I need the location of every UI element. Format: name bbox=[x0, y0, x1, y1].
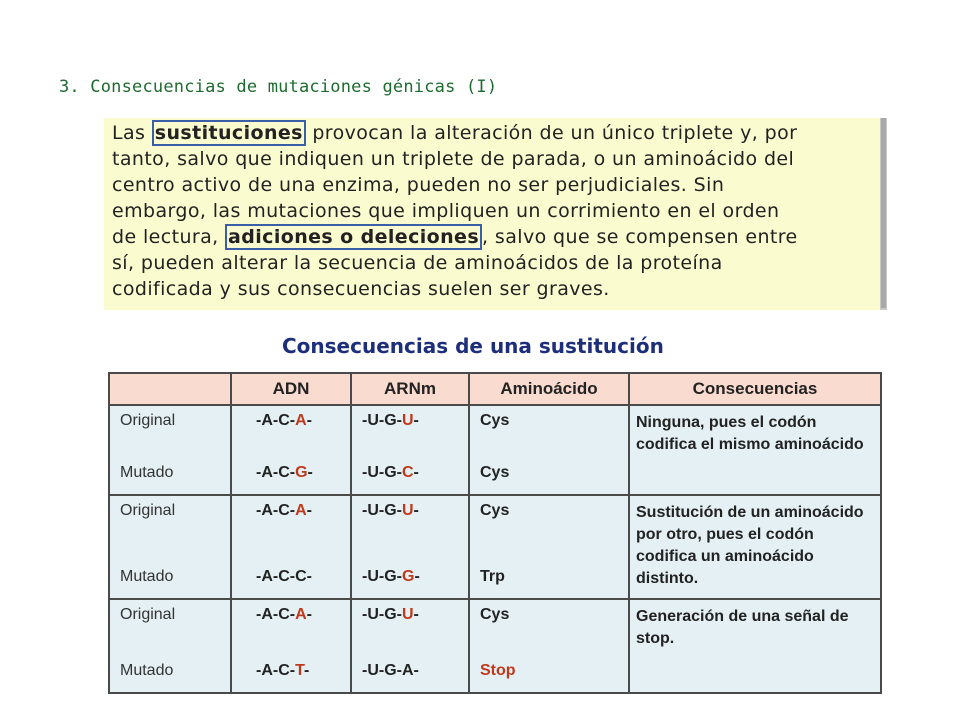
arnm-mutated bbox=[362, 568, 420, 586]
codon-prefix: -A-C- bbox=[256, 464, 296, 481]
codon-prefix: -A-C- bbox=[256, 662, 296, 679]
codon-suffix: - bbox=[413, 464, 419, 481]
codon-suffix: - bbox=[413, 502, 419, 519]
codon-suffix: - bbox=[307, 464, 313, 481]
table-row bbox=[109, 599, 881, 693]
codon-prefix: -U-G- bbox=[362, 464, 402, 481]
codon-suffix: - bbox=[303, 662, 310, 679]
text-segment: de lectura, bbox=[112, 226, 226, 248]
substitution-table bbox=[108, 372, 882, 694]
codon-prefix: -U-G- bbox=[362, 568, 402, 585]
codon-suffix: - bbox=[306, 502, 312, 519]
consequence-text: Ninguna, pues el codón codifica el mismo aminoácido bbox=[636, 414, 864, 453]
codon-prefix: -U-G- bbox=[362, 502, 402, 519]
original-label: Original bbox=[120, 606, 176, 623]
adn-original bbox=[256, 502, 312, 520]
changed-base: U bbox=[401, 502, 414, 519]
column-header-blank bbox=[109, 373, 231, 405]
adn-cell bbox=[231, 599, 351, 693]
codon-suffix: - bbox=[306, 412, 312, 429]
consequence-cell bbox=[629, 405, 881, 495]
paragraph-line: codificada y sus consecuencias suelen ser graves. bbox=[112, 278, 610, 300]
arnm-cell bbox=[351, 495, 469, 599]
consequence-cell bbox=[629, 599, 881, 693]
column-header-consecuencias: Consecuencias bbox=[629, 373, 881, 405]
original-label: Original bbox=[120, 502, 176, 519]
explanation-textbox bbox=[104, 118, 880, 310]
arnm-mutated bbox=[362, 662, 419, 680]
table-row bbox=[109, 495, 881, 599]
changed-base: G bbox=[295, 464, 308, 481]
aminoacid-mutated: Stop bbox=[480, 662, 516, 679]
paragraph-line: sí, pueden alterar la secuencia de aminoácidos de la proteína bbox=[112, 252, 723, 274]
arnm-cell bbox=[351, 599, 469, 693]
aminoacid-cell bbox=[469, 599, 629, 693]
changed-base: C bbox=[401, 464, 414, 481]
changed-base: A bbox=[295, 502, 307, 519]
consequence-cell bbox=[629, 495, 881, 599]
aminoacid-original: Cys bbox=[480, 606, 510, 623]
adn-mutated bbox=[256, 662, 309, 680]
consequence-text: Sustitución de un aminoácido por otro, pues el codón codifica un aminoácido distinto. bbox=[636, 504, 864, 587]
text-segment: , salvo que se compensen entre bbox=[482, 226, 798, 248]
mutated-label: Mutado bbox=[120, 662, 174, 679]
changed-base: U bbox=[401, 606, 414, 623]
aminoacid-original: Cys bbox=[480, 412, 510, 429]
codon-suffix: - bbox=[306, 606, 312, 623]
changed-base: U bbox=[401, 412, 414, 429]
table-header-row bbox=[109, 373, 881, 405]
arnm-mutated bbox=[362, 464, 419, 482]
codon-prefix: -U-G-A- bbox=[362, 662, 419, 679]
adn-cell bbox=[231, 495, 351, 599]
label-cell bbox=[109, 599, 231, 693]
table-title: Consecuencias de una sustitución bbox=[282, 334, 664, 358]
paragraph-line bbox=[112, 120, 880, 146]
adn-original bbox=[256, 606, 312, 624]
mutated-label: Mutado bbox=[120, 464, 174, 481]
codon-prefix: -U-G- bbox=[362, 606, 402, 623]
column-header-aminoacido: Aminoácido bbox=[469, 373, 629, 405]
adn-original bbox=[256, 412, 312, 430]
adn-cell bbox=[231, 405, 351, 495]
arnm-original bbox=[362, 412, 419, 430]
label-cell bbox=[109, 495, 231, 599]
paragraph-line: tanto, salvo que indiquen un triplete de parada, o un aminoácido del bbox=[112, 148, 795, 170]
paragraph-line: centro activo de una enzima, pueden no ser perjudiciales. Sin bbox=[112, 174, 725, 196]
table-row bbox=[109, 405, 881, 495]
arnm-original bbox=[362, 502, 419, 520]
column-header-adn: ADN bbox=[231, 373, 351, 405]
changed-base: A bbox=[295, 606, 307, 623]
arnm-cell bbox=[351, 405, 469, 495]
adn-mutated bbox=[256, 464, 313, 482]
aminoacid-cell bbox=[469, 495, 629, 599]
codon-suffix: - bbox=[413, 412, 419, 429]
changed-base: T bbox=[295, 662, 304, 679]
codon-prefix: -A-C- bbox=[256, 606, 296, 623]
highlight-sustituciones: sustituciones bbox=[152, 120, 306, 146]
codon-prefix: -A-C- bbox=[256, 412, 296, 429]
arnm-original bbox=[362, 606, 419, 624]
paragraph-line: embargo, las mutaciones que impliquen un corrimiento en el orden bbox=[112, 200, 780, 222]
codon-prefix: -A-C- bbox=[256, 502, 296, 519]
original-label: Original bbox=[120, 412, 176, 429]
aminoacid-mutated: Cys bbox=[480, 464, 510, 481]
scrollbar-thumb[interactable] bbox=[881, 118, 886, 308]
codon-prefix: -U-G- bbox=[362, 412, 402, 429]
label-cell bbox=[109, 405, 231, 495]
codon-suffix: - bbox=[413, 606, 419, 623]
mutated-label: Mutado bbox=[120, 568, 174, 585]
text-segment: provocan la alteración de un único triplete y, por bbox=[305, 122, 798, 144]
text-segment: Las bbox=[112, 122, 152, 144]
aminoacid-original: Cys bbox=[480, 502, 510, 519]
codon-suffix: - bbox=[414, 568, 420, 585]
paragraph-line bbox=[112, 224, 880, 250]
consequence-text: Generación de una señal de stop. bbox=[636, 608, 849, 647]
adn-mutated bbox=[256, 568, 312, 586]
aminoacid-mutated: Trp bbox=[480, 568, 505, 585]
highlight-adiciones-deleciones: adiciones o deleciones bbox=[225, 224, 482, 250]
scrollbar[interactable] bbox=[880, 118, 887, 310]
changed-base: G bbox=[401, 568, 415, 585]
slide-title: 3. Consecuencias de mutaciones génicas (I) bbox=[59, 77, 498, 97]
changed-base: A bbox=[295, 412, 307, 429]
column-header-arnm: ARNm bbox=[351, 373, 469, 405]
codon-prefix: -A-C-C- bbox=[256, 568, 312, 585]
aminoacid-cell bbox=[469, 405, 629, 495]
